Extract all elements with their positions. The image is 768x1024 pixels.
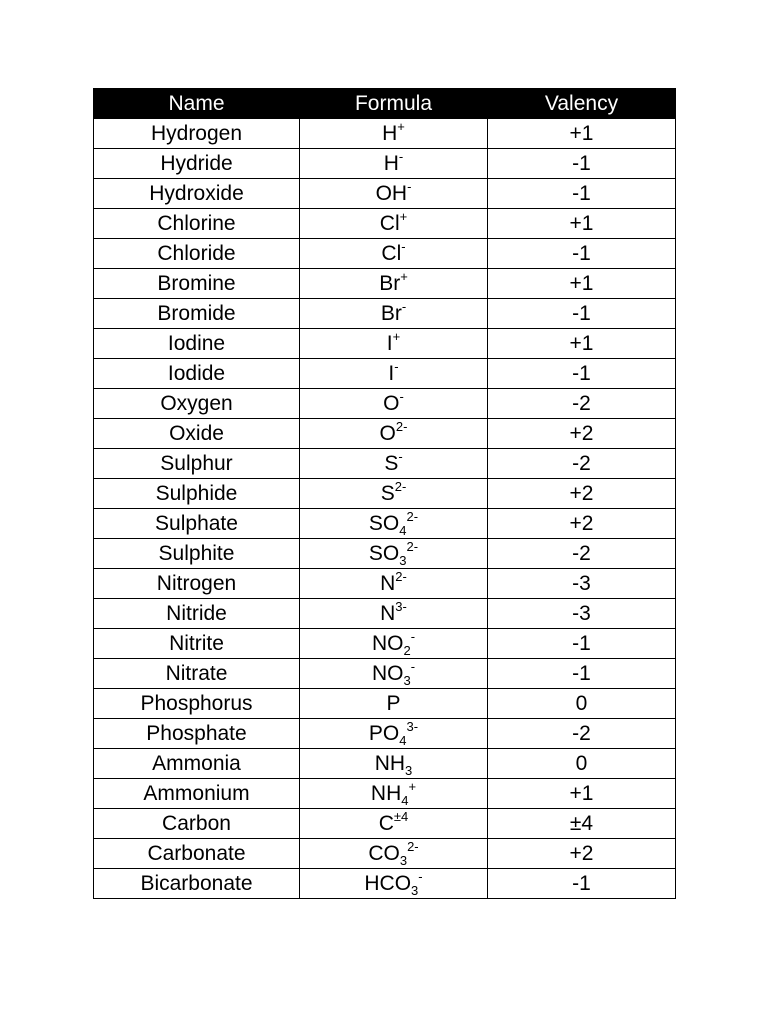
- formula-base: N: [380, 571, 396, 595]
- formula-superscript: 2-: [406, 538, 419, 554]
- cell-valency: +1: [488, 269, 676, 299]
- table-row: [94, 509, 676, 539]
- table-row: [94, 839, 676, 869]
- formula-superscript: -: [398, 448, 403, 464]
- cell-name: Chlorine: [94, 209, 300, 239]
- table-row: [94, 449, 676, 479]
- table-row: [94, 689, 676, 719]
- cell-valency: +1: [488, 209, 676, 239]
- formula-superscript: +: [408, 778, 417, 794]
- formula: [383, 390, 404, 418]
- formula-base: NH: [370, 781, 402, 805]
- cell-name: Bromine: [94, 269, 300, 299]
- formula-superscript: 2-: [395, 418, 408, 434]
- cell-name: Sulphur: [94, 449, 300, 479]
- cell-formula: [300, 479, 488, 509]
- formula-superscript: +: [397, 118, 405, 134]
- formula-subscript: 4: [399, 732, 407, 748]
- cell-valency: -2: [488, 719, 676, 749]
- cell-valency: +2: [488, 839, 676, 869]
- formula-base: O: [379, 421, 396, 445]
- table-row: [94, 119, 676, 149]
- formula-superscript: +: [392, 328, 401, 344]
- cell-valency: ±4: [488, 809, 676, 839]
- table-row: [94, 299, 676, 329]
- formula-subscript: 3: [411, 882, 419, 898]
- table-row: [94, 779, 676, 809]
- cell-name: Sulphide: [94, 479, 300, 509]
- cell-formula: [300, 869, 488, 899]
- cell-name: Carbon: [94, 809, 300, 839]
- formula-superscript: -: [401, 238, 406, 254]
- formula: [380, 420, 408, 448]
- cell-name: Nitrogen: [94, 569, 300, 599]
- formula: [382, 120, 405, 148]
- table-body: [94, 119, 676, 899]
- cell-valency: -1: [488, 149, 676, 179]
- formula-superscript: ±4: [393, 808, 409, 824]
- formula-base: Br: [379, 271, 401, 295]
- formula-superscript: 2-: [406, 508, 419, 524]
- cell-name: Hydride: [94, 149, 300, 179]
- cell-name: Oxygen: [94, 389, 300, 419]
- formula-base: Cl: [379, 211, 400, 235]
- formula-superscript: +: [399, 208, 408, 224]
- cell-valency: -1: [488, 659, 676, 689]
- formula: [375, 750, 413, 778]
- cell-valency: -1: [488, 179, 676, 209]
- cell-valency: 0: [488, 689, 676, 719]
- formula-base: NO: [371, 661, 404, 685]
- formula: [381, 300, 406, 328]
- cell-formula: [300, 449, 488, 479]
- cell-formula: [300, 299, 488, 329]
- cell-name: Iodine: [94, 329, 300, 359]
- cell-valency: +2: [488, 479, 676, 509]
- formula: [369, 510, 418, 538]
- formula-superscript: 2-: [395, 568, 407, 584]
- formula: [381, 480, 407, 508]
- table-row: [94, 359, 676, 389]
- cell-name: Phosphorus: [94, 689, 300, 719]
- cell-formula: [300, 329, 488, 359]
- cell-formula: [300, 149, 488, 179]
- cell-valency: +1: [488, 779, 676, 809]
- formula: [371, 780, 416, 808]
- formula: [381, 240, 405, 268]
- cell-valency: -3: [488, 599, 676, 629]
- cell-name: Ammonium: [94, 779, 300, 809]
- header-formula: Formula: [300, 89, 488, 119]
- formula-base: CO: [368, 841, 400, 865]
- cell-formula: [300, 359, 488, 389]
- formula: [376, 180, 412, 208]
- table-row: [94, 749, 676, 779]
- table-row: [94, 419, 676, 449]
- cell-name: Iodide: [94, 359, 300, 389]
- formula-base: H: [382, 121, 398, 145]
- cell-name: Ammonia: [94, 749, 300, 779]
- cell-name: Nitrate: [94, 659, 300, 689]
- cell-formula: [300, 509, 488, 539]
- formula-base: SO: [368, 541, 400, 565]
- cell-formula: [300, 839, 488, 869]
- formula-superscript: 2-: [394, 478, 407, 494]
- cell-formula: [300, 779, 488, 809]
- formula: [380, 600, 407, 628]
- cell-formula: [300, 599, 488, 629]
- cell-formula: [300, 659, 488, 689]
- table-header-row: [94, 89, 676, 119]
- cell-formula: [300, 389, 488, 419]
- cell-valency: -2: [488, 539, 676, 569]
- cell-valency: +1: [488, 329, 676, 359]
- formula-superscript: -: [394, 358, 399, 374]
- table-row: [94, 209, 676, 239]
- table-row: [94, 479, 676, 509]
- formula-base: H: [383, 151, 399, 175]
- cell-formula: [300, 179, 488, 209]
- table-row: [94, 569, 676, 599]
- formula: [369, 540, 418, 568]
- table-row: [94, 809, 676, 839]
- cell-valency: -1: [488, 629, 676, 659]
- cell-valency: -1: [488, 359, 676, 389]
- table-row: [94, 269, 676, 299]
- formula-base: S: [380, 481, 395, 505]
- cell-name: Hydroxide: [94, 179, 300, 209]
- cell-name: Bromide: [94, 299, 300, 329]
- cell-valency: -2: [488, 389, 676, 419]
- cell-name: Sulphite: [94, 539, 300, 569]
- formula-superscript: 3-: [395, 598, 407, 614]
- formula: [364, 870, 422, 898]
- cell-valency: -2: [488, 449, 676, 479]
- cell-formula: [300, 749, 488, 779]
- header-name: Name: [94, 89, 300, 119]
- cell-name: Phosphate: [94, 719, 300, 749]
- table-row: [94, 539, 676, 569]
- cell-formula: [300, 719, 488, 749]
- formula-subscript: 4: [401, 792, 409, 808]
- cell-valency: +1: [488, 119, 676, 149]
- table-row: [94, 389, 676, 419]
- cell-valency: -1: [488, 869, 676, 899]
- formula: [372, 630, 415, 658]
- table-row: [94, 179, 676, 209]
- cell-name: Chloride: [94, 239, 300, 269]
- cell-valency: -1: [488, 239, 676, 269]
- formula: [368, 840, 418, 868]
- formula-superscript: -: [410, 628, 416, 644]
- formula-superscript: -: [410, 658, 416, 674]
- cell-valency: +2: [488, 419, 676, 449]
- formula-superscript: 2-: [407, 838, 419, 854]
- cell-valency: -1: [488, 299, 676, 329]
- formula: [379, 270, 408, 298]
- formula: [380, 210, 407, 238]
- table-row: [94, 719, 676, 749]
- formula-base: NH: [374, 751, 406, 775]
- table-row: [94, 599, 676, 629]
- formula-superscript: 3-: [406, 718, 419, 734]
- formula: [372, 660, 415, 688]
- formula-base: C: [378, 811, 394, 835]
- cell-formula: [300, 419, 488, 449]
- header-valency: Valency: [488, 89, 676, 119]
- formula-subscript: 4: [399, 522, 407, 538]
- formula-base: Cl: [381, 241, 402, 265]
- cell-valency: -3: [488, 569, 676, 599]
- cell-formula: [300, 269, 488, 299]
- formula-superscript: -: [399, 388, 404, 404]
- formula-base: NO: [371, 631, 404, 655]
- cell-valency: 0: [488, 749, 676, 779]
- cell-name: Nitrite: [94, 629, 300, 659]
- formula-superscript: +: [400, 268, 408, 284]
- cell-formula: [300, 809, 488, 839]
- formula-superscript: -: [418, 868, 423, 884]
- formula-base: SO: [368, 511, 400, 535]
- formula-base: PO: [368, 721, 400, 745]
- formula-base: I: [388, 361, 395, 385]
- formula: [387, 330, 400, 358]
- cell-valency: +2: [488, 509, 676, 539]
- table-row: [94, 329, 676, 359]
- formula-subscript: 3: [399, 852, 408, 868]
- formula-base: O: [383, 391, 400, 415]
- valency-table: [93, 88, 676, 899]
- formula-base: P: [386, 691, 401, 715]
- formula-subscript: 3: [399, 552, 407, 568]
- cell-name: Carbonate: [94, 839, 300, 869]
- formula: [388, 360, 398, 388]
- table-row: [94, 629, 676, 659]
- formula-superscript: -: [401, 298, 407, 314]
- cell-formula: [300, 539, 488, 569]
- table-row: [94, 659, 676, 689]
- cell-formula: [300, 569, 488, 599]
- cell-name: Sulphate: [94, 509, 300, 539]
- table-row: [94, 149, 676, 179]
- table-row: [94, 869, 676, 899]
- formula-base: OH: [375, 181, 408, 205]
- cell-name: Nitride: [94, 599, 300, 629]
- formula-superscript: -: [398, 148, 404, 164]
- formula: [380, 570, 407, 598]
- cell-formula: [300, 689, 488, 719]
- cell-formula: [300, 239, 488, 269]
- formula-base: I: [386, 331, 393, 355]
- cell-formula: [300, 629, 488, 659]
- table-row: [94, 239, 676, 269]
- formula: [386, 690, 400, 718]
- formula-subscript: 2: [403, 642, 411, 658]
- formula-base: N: [380, 601, 396, 625]
- cell-name: Bicarbonate: [94, 869, 300, 899]
- formula: [369, 720, 418, 748]
- formula: [384, 450, 402, 478]
- cell-name: Oxide: [94, 419, 300, 449]
- formula-superscript: -: [407, 178, 412, 194]
- formula-base: HCO: [364, 871, 412, 895]
- cell-formula: [300, 209, 488, 239]
- formula-base: Br: [380, 301, 402, 325]
- formula: [384, 150, 404, 178]
- formula-base: S: [384, 451, 399, 475]
- formula-subscript: 3: [403, 672, 411, 688]
- formula: [379, 810, 409, 838]
- cell-formula: [300, 119, 488, 149]
- formula-subscript: 3: [405, 762, 413, 778]
- cell-name: Hydrogen: [94, 119, 300, 149]
